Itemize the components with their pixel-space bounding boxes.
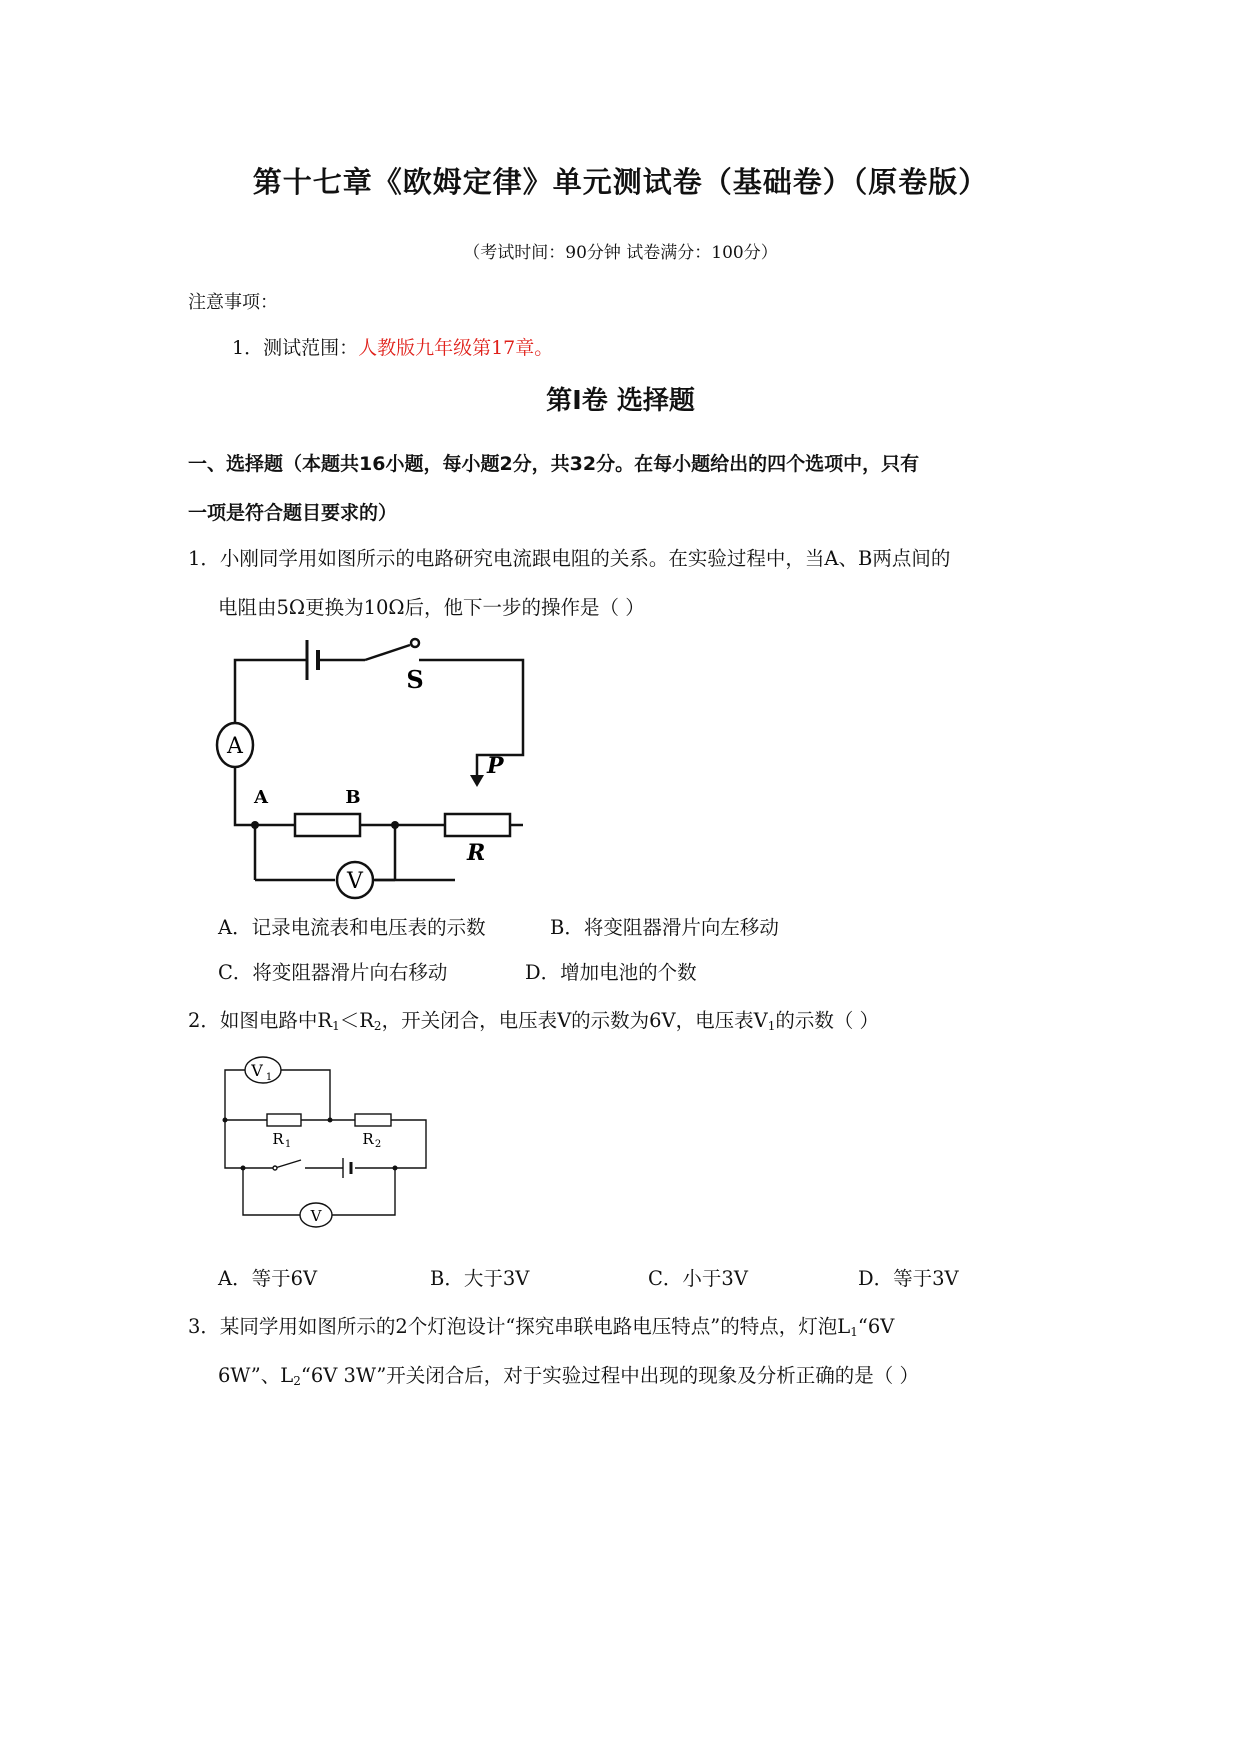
q3-stem-line2: [218, 1360, 919, 1388]
section-title: 第Ⅰ卷 选择题: [546, 386, 695, 416]
q1-stem-line2: 电阻由5Ω更换为10Ω后，他下一步的操作是（ ）: [218, 596, 645, 619]
q3-line2-part2: “6V 3W”开关闭合后，对于实验过程中出现的现象及分析正确的是（ ）: [300, 1364, 920, 1387]
q2-option-a: A．等于6V: [218, 1267, 318, 1290]
switch-label: S: [406, 665, 424, 694]
q1-option-c: C．将变阻器滑片向右移动: [218, 961, 448, 984]
q3-stem-part1: 3．某同学用如图所示的2个灯泡设计“探究串联电路电压特点”的特点，灯泡L: [188, 1315, 851, 1338]
q3-stem-part2: “6V: [857, 1315, 895, 1338]
notes-item-1-scope: 人教版九年级第17章。: [358, 337, 554, 359]
point-a-label: A: [254, 787, 268, 808]
point-b-label: B: [345, 787, 361, 808]
q2-option-c: C．小于3V: [648, 1267, 748, 1290]
notes-item-1: [232, 333, 553, 360]
voltmeter-label: V: [347, 869, 363, 894]
q2-stem-sub2: 2: [373, 1019, 382, 1033]
page-title: 第十七章《欧姆定律》单元测试卷（基础卷）（原卷版）: [252, 165, 989, 199]
q3-stem-sub1: 1: [850, 1325, 858, 1339]
v-label: V: [310, 1207, 322, 1225]
part1-heading-line2: 一项是符合题目要求的）: [188, 502, 398, 524]
q2-stem: [188, 1005, 879, 1033]
notes-heading: 注意事项：: [188, 292, 278, 313]
q2-stem-part1: 2．如图电路中R: [188, 1009, 333, 1032]
r2-label: R: [362, 1130, 374, 1148]
part1-heading-line1: 一、选择题（本题共16小题，每小题2分，共32分。在每小题给出的四个选项中，只有: [188, 453, 920, 475]
q1-option-b: B．将变阻器滑片向左移动: [550, 916, 779, 939]
q1-circuit-diagram: [205, 625, 535, 894]
q3-line2-part1: 6W”、L: [218, 1364, 294, 1387]
q3-stem-line1: [188, 1311, 894, 1339]
q3-line2-sub: 2: [293, 1374, 301, 1388]
q2-stem-sub3: 1: [767, 1019, 776, 1033]
q2-stem-sub1: 1: [332, 1019, 340, 1033]
rheostat-label: R: [467, 840, 486, 866]
notes-item-1-prefix: 1．测试范围：: [232, 337, 359, 359]
q2-option-d: D．等于3V: [858, 1267, 959, 1290]
exam-info: （考试时间：90分钟 试卷满分：100分）: [463, 243, 778, 263]
q1-stem-line1: 1．小刚同学用如图所示的电路研究电流跟电阻的关系。在实验过程中，当A、B两点间的: [188, 547, 951, 570]
q2-circuit-diagram: [215, 1050, 435, 1225]
q2-option-b: B．大于3V: [430, 1267, 530, 1290]
q1-option-d: D．增加电池的个数: [525, 961, 697, 984]
r1-label: R: [272, 1130, 284, 1148]
slider-label: P: [487, 753, 504, 779]
q2-stem-part3: ，开关闭合，电压表V的示数为6V，电压表V: [381, 1009, 768, 1032]
ammeter-label: A: [227, 734, 243, 759]
r1-label-sub: 1: [284, 1139, 292, 1150]
q1-option-a: A．记录电流表和电压表的示数: [218, 916, 486, 939]
q2-stem-part2: ＜R: [339, 1009, 374, 1032]
q2-stem-part4: 的示数（ ）: [775, 1009, 880, 1032]
r2-label-sub: 2: [374, 1139, 382, 1150]
v1-label: V: [251, 1061, 263, 1080]
v1-label-sub: 1: [265, 1072, 273, 1083]
